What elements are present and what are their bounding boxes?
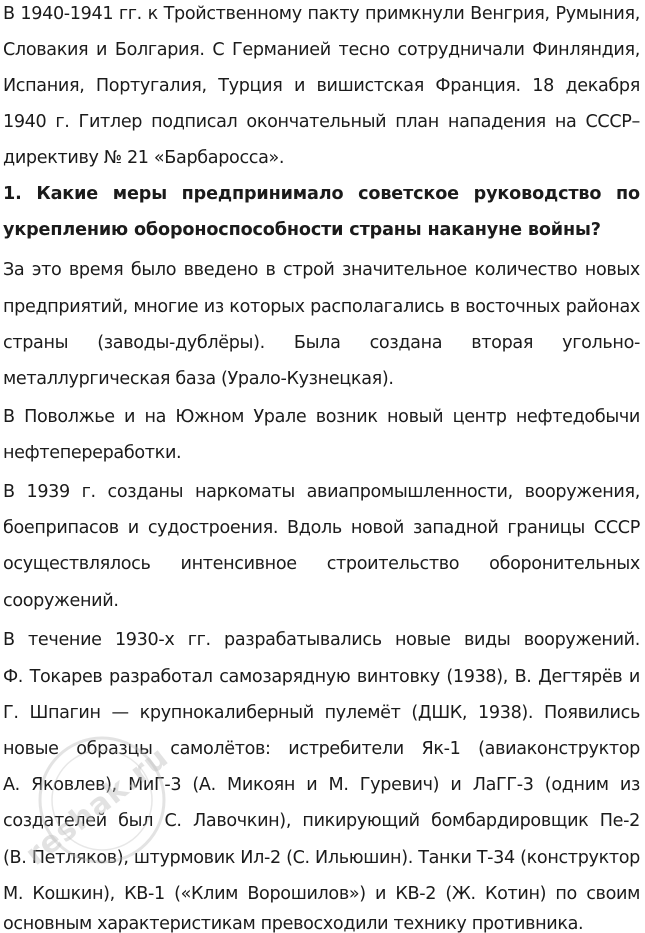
text-line: (В. Петляков), штурмовик Ил-2 (С. Ильюшин). Танки Т-34 (конструктор [3,848,640,868]
text-line: директиву № 21 «Барбаросса». [3,148,285,168]
text-line: Словакия и Болгария. С Германией тесно сотрудничали Финляндия, [3,40,640,60]
document-page [3,0,640,933]
text-line: предприятий, многие из которых располагались в восточных районах [3,297,640,317]
text-line: 1940 г. Гитлер подписал окончательный план нападения на СССР– [3,112,640,132]
text-line: В Поволжье и на Южном Урале возник новый центр нефтедобычи [3,407,640,427]
text-line: За это время было введено в строй значительное количество новых [3,260,640,280]
text-line: Испания, Португалия, Турция и вишистская Франция. 18 декабря [3,76,640,96]
text-line: металлургическая база (Урало-Кузнецкая). [3,369,394,389]
text-line: В 1939 г. созданы наркоматы авиапромышленности, вооружения, [3,482,640,502]
text-line: создателей был С. Лавочкин), пикирующий бомбардировщик Пе-2 [3,811,640,831]
text-line: основным характеристикам превосходили технику противника. [3,914,584,933]
text-line: страны (заводы-дублёры). Была создана вторая угольно- [3,333,640,353]
text-line: сооружений. [3,591,119,611]
watermark-seal [3,720,237,933]
text-line: А. Яковлев), МиГ-3 (А. Микоян и М. Гуревич) и ЛаГГ-3 (одним из [3,775,640,795]
text-line: В течение 1930-х гг. разрабатывались новые виды вооружений. [3,630,640,650]
watermark-text: reshak.ru [19,739,176,873]
text-line: нефтепереработки. [3,443,182,463]
text-line: М. Кошкин), КВ-1 («Клим Ворошилов») и КВ-2 (Ж. Котин) по своим [3,884,640,904]
text-line: осуществлялось интенсивное строительство оборонительных [3,554,640,574]
text-line: В 1940-1941 гг. к Тройственному пакту примкнули Венгрия, Румыния, [3,4,640,24]
text-line: Ф. Токарев разработал самозарядную винтовку (1938), В. Дегтярёв и [3,667,640,687]
text-line: новые образцы самолётов: истребители Як-1 (авиаконструктор [3,739,640,759]
text-line: боеприпасов и судостроения. Вдоль новой западной границы СССР [3,518,640,538]
text-line: Г. Шпагин — крупнокалиберный пулемёт (ДШК, 1938). Появились [3,703,640,723]
question-heading: укреплению обороноспособности страны накануне войны? [3,220,601,240]
question-heading: 1. Какие меры предпринимало советское руководство по [3,184,640,204]
